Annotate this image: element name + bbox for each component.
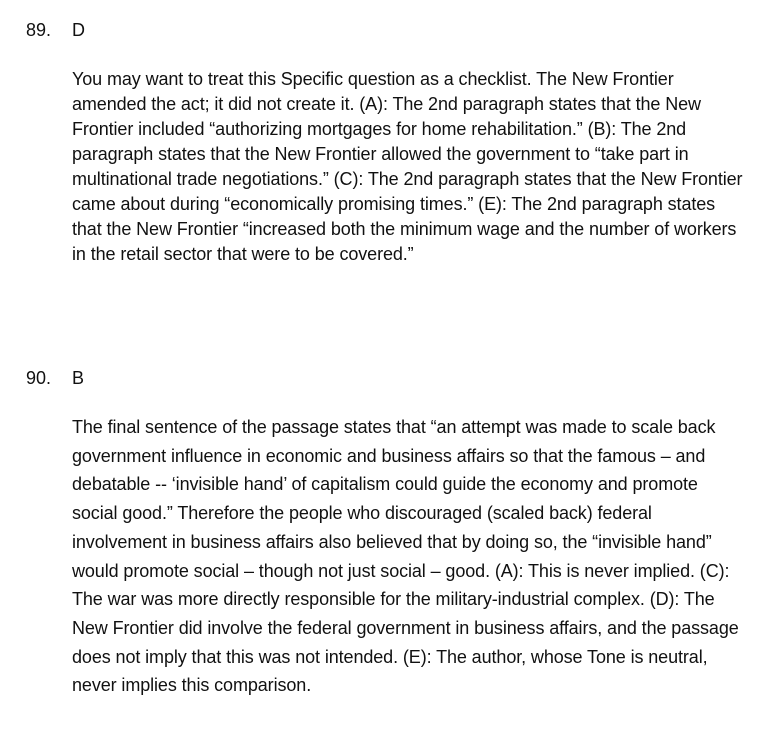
answer-letter: B xyxy=(72,368,85,388)
question-header xyxy=(26,19,85,41)
answer-explanation: The final sentence of the passage states that “an attempt was made to scale back government influence in economic and business affairs so that the famous – and debatable -- ‘invisible hand’ of capitalism could guide the economy and promote social good.” Therefore the people who discouraged (scaled back) federal involvement in business affairs also believed that by doing so, the “invisible hand” would promote social – though not just social – good. (A): This is never implied. (C): The war was more directly responsible for the military-industrial complex. (D): The New Frontier did involve the federal government in business affairs, and the passage does not imply that this was not intended. (E): The author, whose Tone is neutral, never implies this comparison. xyxy=(72,417,739,696)
question-number: 90. xyxy=(26,368,52,388)
question-header xyxy=(26,367,84,389)
answer-explanation: You may want to treat this Specific question as a checklist. The New Frontier amended the act; it did not create it. (A): The 2nd paragraph states that the New Frontier included “authorizing mortgages for home rehabilitation.” (B): The 2nd paragraph states that the New Frontier allowed the government to “take part in multinational trade negotiations.” (C): The 2nd paragraph states that the New Frontier came about during “economically promising times.” (E): The 2nd paragraph states that the New Frontier “increased both the minimum wage and the number of workers in the retail sector that were to be covered.” xyxy=(72,69,743,264)
answer-letter: D xyxy=(72,20,85,40)
question-number: 89. xyxy=(26,20,52,40)
